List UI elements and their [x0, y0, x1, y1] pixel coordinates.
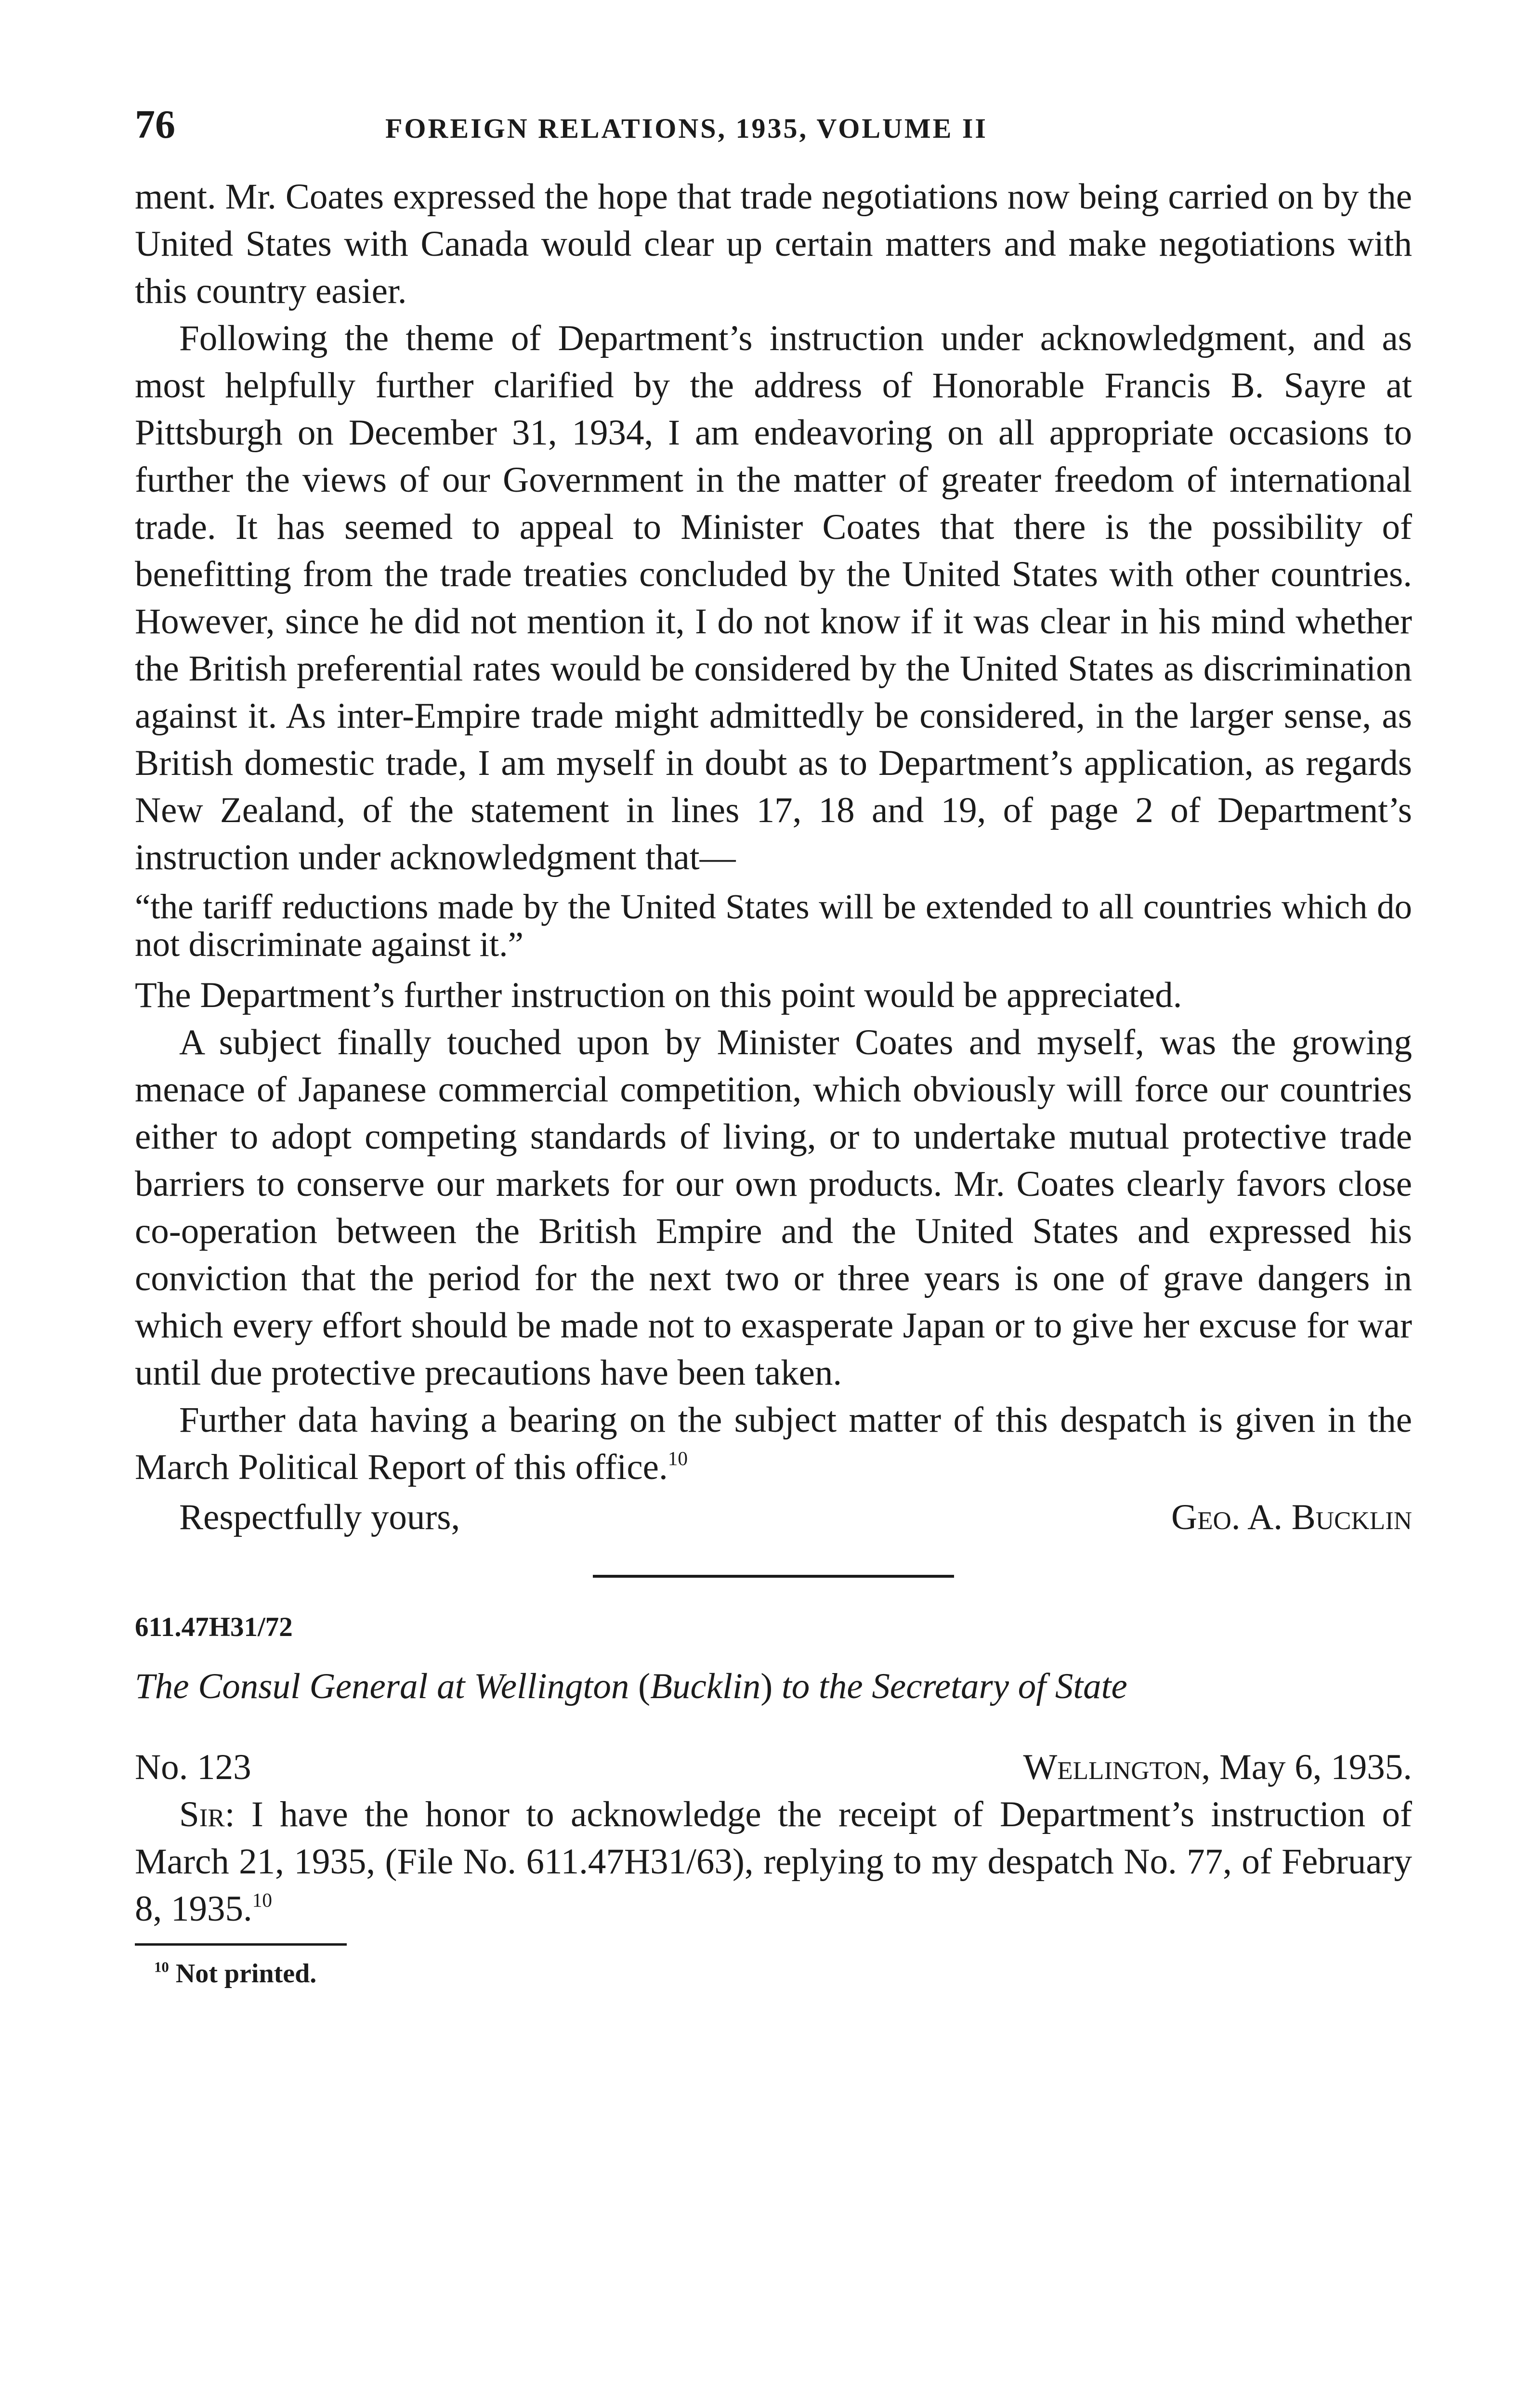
footnote-marker: 10: [154, 1959, 169, 1976]
document-title: [135, 1666, 1412, 1707]
date: May 6, 1935.: [1219, 1747, 1412, 1787]
title-name-text: Bucklin: [650, 1666, 761, 1706]
page-header: [135, 101, 1412, 173]
title-part-1: The Consul General at Wellington: [135, 1666, 629, 1706]
footnote-divider: [135, 1943, 347, 1946]
paragraph-1: ment. Mr. Coates expressed the hope that trade negotiations now being carried on by the United States with Canada would clear up certain matters and make negotiations with this country easier.: [135, 177, 1412, 311]
body-text: [135, 173, 1412, 1541]
salutation: Sir:: [179, 1794, 235, 1834]
block-quote: “the tariff reductions made by the United States will be extended to all countries which do not discriminate against it.”: [135, 887, 1412, 964]
paragraph-4: A subject finally touched upon by Minister Coates and myself, was the growing menace of Japanese commercial competition, which obviously will force our countries either to adopt competing standards of living, or to undertake mutual protective trade barriers to conserve our markets for our own products. Mr. Coates clearly favors close co-operation between the British Empire and the United States and expressed his conviction that the period for the next two or three years is one of grave dangers in which every effort should be made not to exasperate Japan or to give her excuse for war until due protective precautions have been taken.: [135, 1022, 1412, 1393]
closing-line: [135, 1494, 1412, 1541]
title-part-2: to the Secretary of State: [781, 1666, 1127, 1706]
paragraph-5: [135, 1397, 1412, 1491]
dateline: [135, 1747, 1412, 1788]
running-head: FOREIGN RELATIONS, 1935, VOLUME II: [385, 113, 988, 144]
title-name: (Bucklin): [638, 1666, 773, 1706]
letter-text: [135, 1791, 1412, 1933]
letter-body: I have the honor to acknowledge the receipt of Department’s instruction of March 21, 1935, (File No. 611.47H31/63), replying to my despatch No. 77, of February 8, 1935.: [135, 1794, 1412, 1929]
page-number: 76: [135, 102, 175, 147]
paragraph-2: Following the theme of Department’s instruction under acknowledgment, and as most helpfully further clarified by the address of Honorable Francis B. Sayre at Pittsburgh on December 31, 1934, I am endeavoring on all appropriate occasions to further the views of our Government in the matter of greater freedom of international trade. It has seemed to appeal to Minister Coates that there is the possibility of benefitting from the trade treaties concluded by the United States with other countries. However, since he did not mention it, I do not know if it was clear in his mind whether the British preferential rates would be considered by the United States as discrimination against it. As inter-Empire trade might admittedly be considered, in the larger sense, as British domestic trade, I am myself in doubt as to Department’s application, as regards New Zealand, of the statement in lines 17, 18 and 19, of page 2 of Department’s instruction under acknowledgment that—: [135, 318, 1412, 877]
signature: Geo. A. Bucklin: [1171, 1497, 1412, 1537]
paragraph-5-text: Further data having a bearing on the subject matter of this despatch is given in the March Political Report of this office.: [135, 1400, 1412, 1487]
file-number: 611.47H31/72: [135, 1612, 293, 1642]
footnote-text: Not printed.: [175, 1959, 317, 1989]
closing: Respectfully yours,: [179, 1497, 460, 1537]
place-date: [1023, 1747, 1412, 1788]
paragraph-3: The Department’s further instruction on this point would be appreciated.: [135, 975, 1182, 1015]
section-divider: [593, 1575, 954, 1578]
place: Wellington,: [1023, 1747, 1211, 1787]
footnote-ref-2: 10: [252, 1889, 272, 1911]
footnote: [135, 1958, 1412, 1989]
despatch-number: No. 123: [135, 1747, 251, 1787]
footnote-ref: 10: [667, 1447, 688, 1470]
